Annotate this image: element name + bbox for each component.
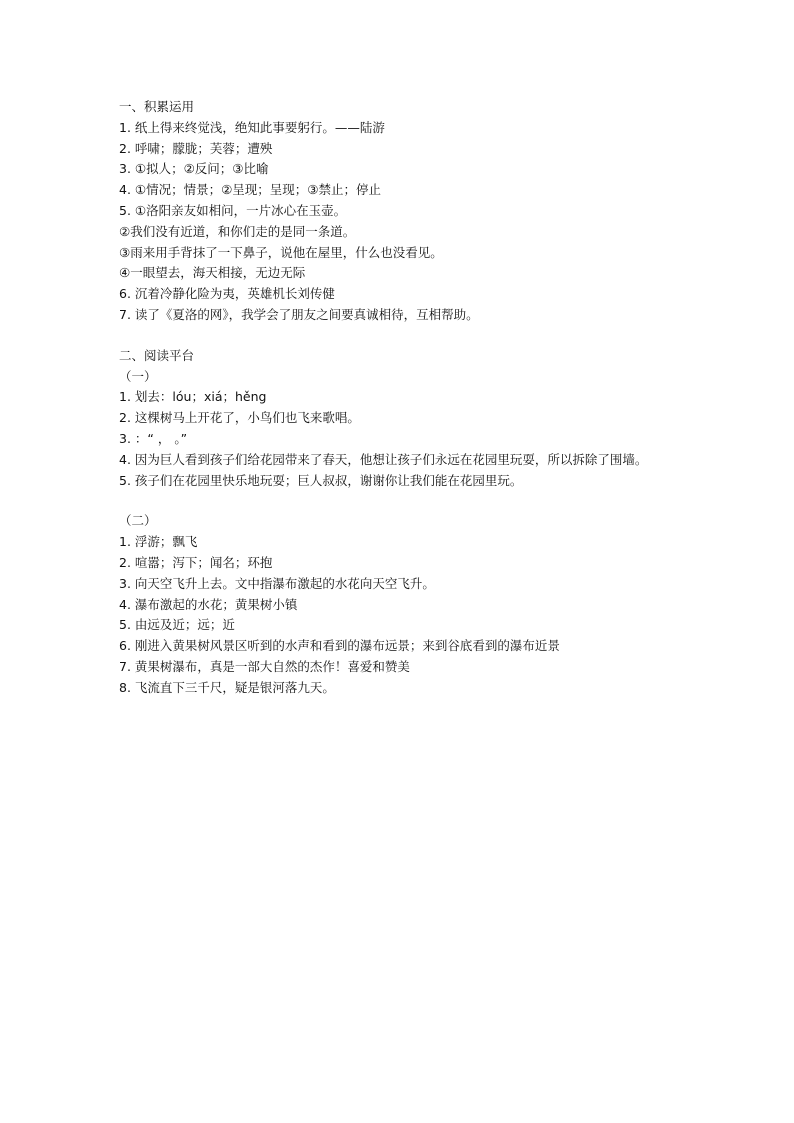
answer-line: 7. 读了《夏洛的网》，我学会了朋友之间要真诚相待，互相帮助。 [119,306,479,322]
answer-line: 5. 孩子们在花园里快乐地玩耍；巨人叔叔，谢谢你让我们能在花园里玩。 [119,472,523,488]
answer-line: 1. 划去：lóu；xiá；hěng [119,389,267,405]
answer-line: ③雨来用手背抹了一下鼻子，说他在屋里，什么也没看见。 [119,244,443,260]
answer-line: 2. 喧嚣；泻下；闻名；环抱 [119,554,273,570]
answer-line: 4. 瀑布激起的水花；黄果树小镇 [119,596,298,612]
answer-line: 6. 沉着冷静化险为夷，英雄机长刘传健 [119,286,335,302]
answer-line: 5. 由远及近；远；近 [119,617,235,633]
answer-line: 3. ①拟人；②反问；③比喻 [119,161,269,177]
answer-line: 6. 刚进入黄果树风景区听到的水声和看到的瀑布远景；来到谷底看到的瀑布近景 [119,638,560,654]
answer-line: 7. 黄果树瀑布，真是一部大自然的杰作！喜爱和赞美 [119,658,410,674]
section-spacer [119,491,689,511]
section-heading-reading: 二、阅读平台 [119,347,195,363]
answer-line: 3. ：“ ， 。” [119,430,188,446]
answer-line: 2. 呼啸；朦胧；芙蓉；遭殃 [119,140,273,156]
answer-line: 5. ①洛阳亲友如相问，一片冰心在玉壶。 [119,202,347,218]
answer-line: 8. 飞流直下三千尺，疑是银河落九天。 [119,679,335,695]
section-heading-accumulation: 一、积累运用 [119,99,195,114]
answer-line: ②我们没有近道，和你们走的是同一条道。 [119,223,356,239]
answer-line: 4. ①情况；情景；②呈现；呈现；③禁止；停止 [119,182,382,198]
answer-line: ④一眼望去，海天相接，无边无际 [119,265,306,281]
subsection-label: （一） [119,368,157,384]
answer-line: 3. 向天空飞升上去。文中指瀑布激起的水花向天空飞升。 [119,575,435,591]
section-spacer [119,326,689,346]
answer-line: 1. 浮游；飘飞 [119,534,198,550]
answer-line: 4. 因为巨人看到孩子们给花园带来了春天，他想让孩子们永远在花园里玩耍，所以拆除了围墙。 [119,451,648,467]
answer-sheet [119,97,689,699]
answer-line: 2. 这棵树马上开花了，小鸟们也飞来歌唱。 [119,410,360,426]
subsection-label: （二） [119,513,157,529]
answer-line: 1. 纸上得来终觉浅，绝知此事要躬行。——陆游 [119,119,385,135]
